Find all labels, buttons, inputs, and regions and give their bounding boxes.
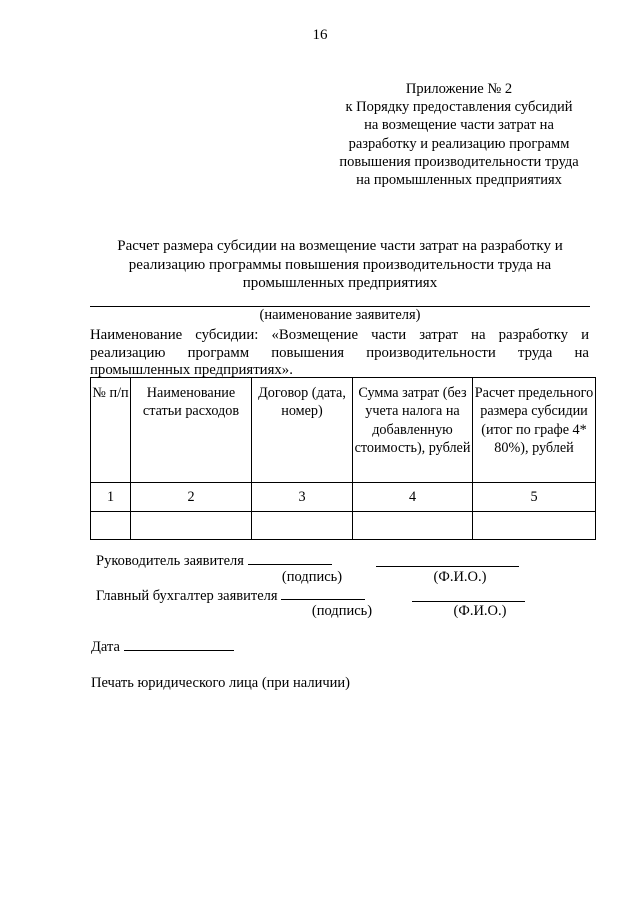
subsidy-name: Наименование субсидии: «Возмещение части затрат на разработку и реализацию программ повышения производительности труда на промышленных предприятиях». bbox=[90, 327, 589, 378]
header-cell-subsidy-calc: Расчет предельного размера субсидии (итог по графе 4* 80%), рублей bbox=[473, 378, 596, 483]
date-line bbox=[91, 638, 234, 656]
table-cell[interactable] bbox=[91, 512, 131, 540]
appendix-line: на возмещение части затрат на bbox=[364, 117, 554, 134]
stamp-label: Печать юридического лица (при наличии) bbox=[91, 675, 350, 691]
applicant-caption: (наименование заявителя) bbox=[259, 307, 421, 323]
head-label: Руководитель заявителя bbox=[96, 553, 244, 569]
appendix-line: Приложение № 2 bbox=[405, 81, 513, 97]
column-number-cell: 3 bbox=[252, 483, 353, 512]
document-title: Расчет размера субсидии на возмещение части затрат на разработку и реализацию программы повышения производительности труда на промышленных предприятиях bbox=[117, 238, 563, 291]
column-number-cell: 5 bbox=[473, 483, 596, 512]
signature-caption: (подпись) bbox=[281, 569, 343, 585]
header-cell-costs: Сумма затрат (без учета налога на добавленную стоимость), рублей bbox=[353, 378, 473, 483]
column-number-cell: 4 bbox=[353, 483, 473, 512]
header-cell-number: № п/п bbox=[91, 378, 131, 483]
head-signature-blank[interactable] bbox=[248, 552, 332, 565]
table-cell[interactable] bbox=[131, 512, 252, 540]
appendix-line: на промышленных предприятиях bbox=[356, 172, 562, 189]
appendix-line: к Порядку предоставления субсидий bbox=[345, 99, 573, 116]
table-cell[interactable] bbox=[473, 512, 596, 540]
table-row bbox=[91, 512, 596, 540]
name-caption: (Ф.И.О.) bbox=[453, 603, 507, 619]
head-name-blank[interactable] bbox=[376, 554, 519, 567]
table-row bbox=[91, 483, 596, 512]
name-caption: (Ф.И.О.) bbox=[433, 569, 487, 585]
header-cell-contract: Договор (дата, номер) bbox=[252, 378, 353, 483]
appendix-line: повышения производительности труда bbox=[339, 153, 579, 170]
date-label: Дата bbox=[91, 639, 120, 655]
table-cell[interactable] bbox=[353, 512, 473, 540]
appendix-line: разработку и реализацию программ bbox=[348, 135, 570, 152]
page-number: 16 bbox=[312, 27, 328, 43]
expenses-table bbox=[90, 377, 596, 540]
head-signature-line bbox=[96, 552, 332, 570]
column-number-cell: 2 bbox=[131, 483, 252, 512]
table-cell[interactable] bbox=[252, 512, 353, 540]
header-cell-expense-item: Наименование статьи расходов bbox=[131, 378, 252, 483]
appendix-header bbox=[328, 80, 590, 189]
table-header-row bbox=[91, 378, 596, 483]
accountant-label: Главный бухгалтер заявителя bbox=[96, 588, 278, 604]
accountant-name-blank[interactable] bbox=[412, 589, 525, 602]
accountant-signature-blank[interactable] bbox=[281, 587, 365, 600]
signature-caption: (подпись) bbox=[311, 603, 373, 619]
date-blank[interactable] bbox=[124, 638, 234, 651]
column-number-cell: 1 bbox=[91, 483, 131, 512]
